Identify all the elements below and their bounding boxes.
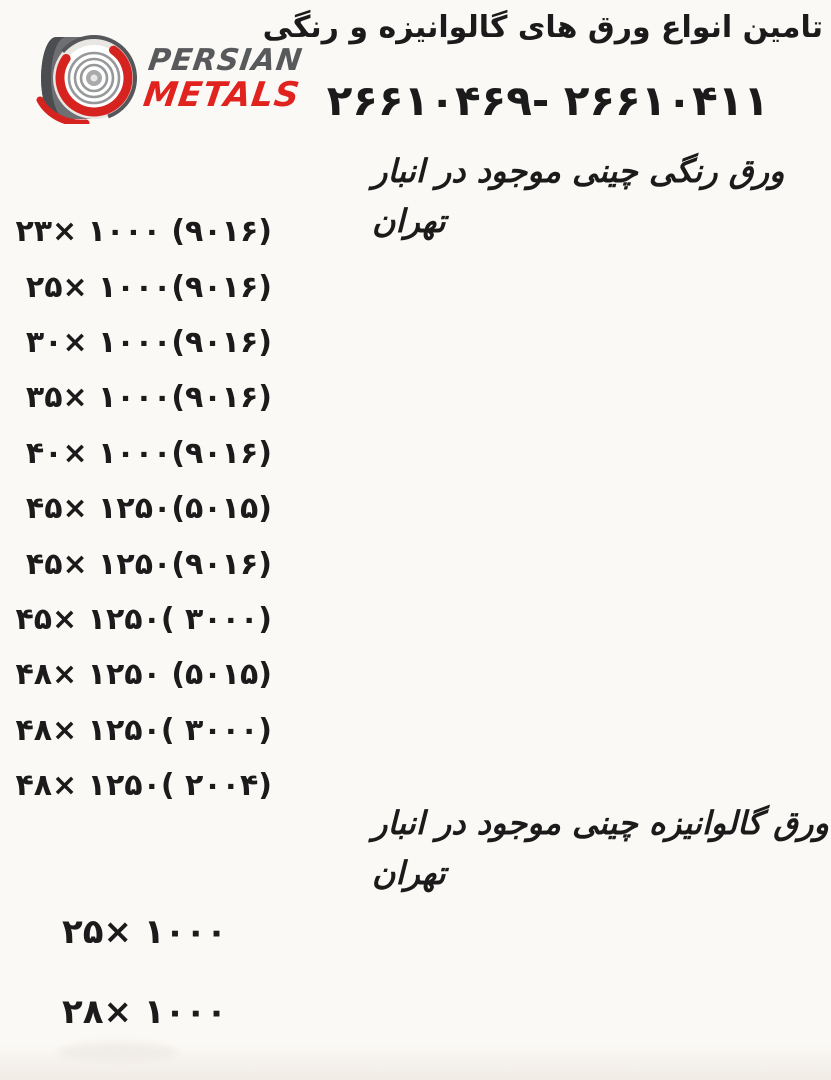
section-heading-city: تهران <box>372 854 446 892</box>
section-heading-line: ورق گالوانیزه چینی موجود در انبار <box>372 804 829 842</box>
section-colored-sheet-heading <box>372 150 785 242</box>
sheet-spec-row: ۲۵× ۱۰۰۰(۹۰۱۶) <box>25 269 272 305</box>
sheet-spec-row: ۳۰× ۱۰۰۰(۹۰۱۶) <box>25 324 272 360</box>
sheet-spec-row: ۴۰× ۱۰۰۰(۹۰۱۶) <box>25 435 272 471</box>
sheet-spec-row: ۲۵× ۱۰۰۰ <box>62 912 227 952</box>
section-heading-line: ورق رنگی چینی موجود در انبار <box>372 152 785 190</box>
brand-name-metals: METALS <box>140 75 303 115</box>
brand-name-persian: PERSIAN <box>146 43 305 78</box>
sheet-spec-row: ۳۵× ۱۰۰۰(۹۰۱۶) <box>25 380 272 416</box>
persian-metals-logo <box>26 34 305 124</box>
brand-wordmark <box>140 43 306 115</box>
sheet-spec-row: ۴۸× ۱۲۵۰( ۳۰۰۰) <box>15 712 272 748</box>
headline-supply-text: تامین انواع ورق های گالوانیزه و رنگی <box>262 10 823 45</box>
galvanized-sheet-spec-list <box>62 892 227 1052</box>
sheet-spec-row: ۴۵× ۱۲۵۰( ۳۰۰۰) <box>15 601 272 637</box>
section-galvanized-sheet-heading <box>372 802 829 894</box>
sheet-spec-row: ۴۵× ۱۲۵۰(۹۰۱۶) <box>25 546 272 582</box>
colored-sheet-spec-list <box>15 204 272 813</box>
steel-coil-icon <box>26 34 138 124</box>
sheet-spec-row: ۴۸× ۱۲۵۰( ۲۰۰۴) <box>15 768 272 804</box>
phone-numbers: ۲۶۶۱۰۴۶۹- ۲۶۶۱۰۴۱۱ <box>326 76 769 125</box>
photo-edge-shadow <box>0 1044 831 1080</box>
sheet-spec-row: ۴۸× ۱۲۵۰ (۵۰۱۵) <box>15 657 272 693</box>
sheet-spec-row: ۲۳× ۱۰۰۰ (۹۰۱۶) <box>15 214 272 250</box>
coil-core-hole <box>91 75 98 82</box>
sheet-spec-row: ۴۵× ۱۲۵۰(۵۰۱۵) <box>25 491 272 527</box>
sheet-spec-row: ۲۸× ۱۰۰۰ <box>62 992 227 1032</box>
section-heading-city: تهران <box>372 202 446 240</box>
